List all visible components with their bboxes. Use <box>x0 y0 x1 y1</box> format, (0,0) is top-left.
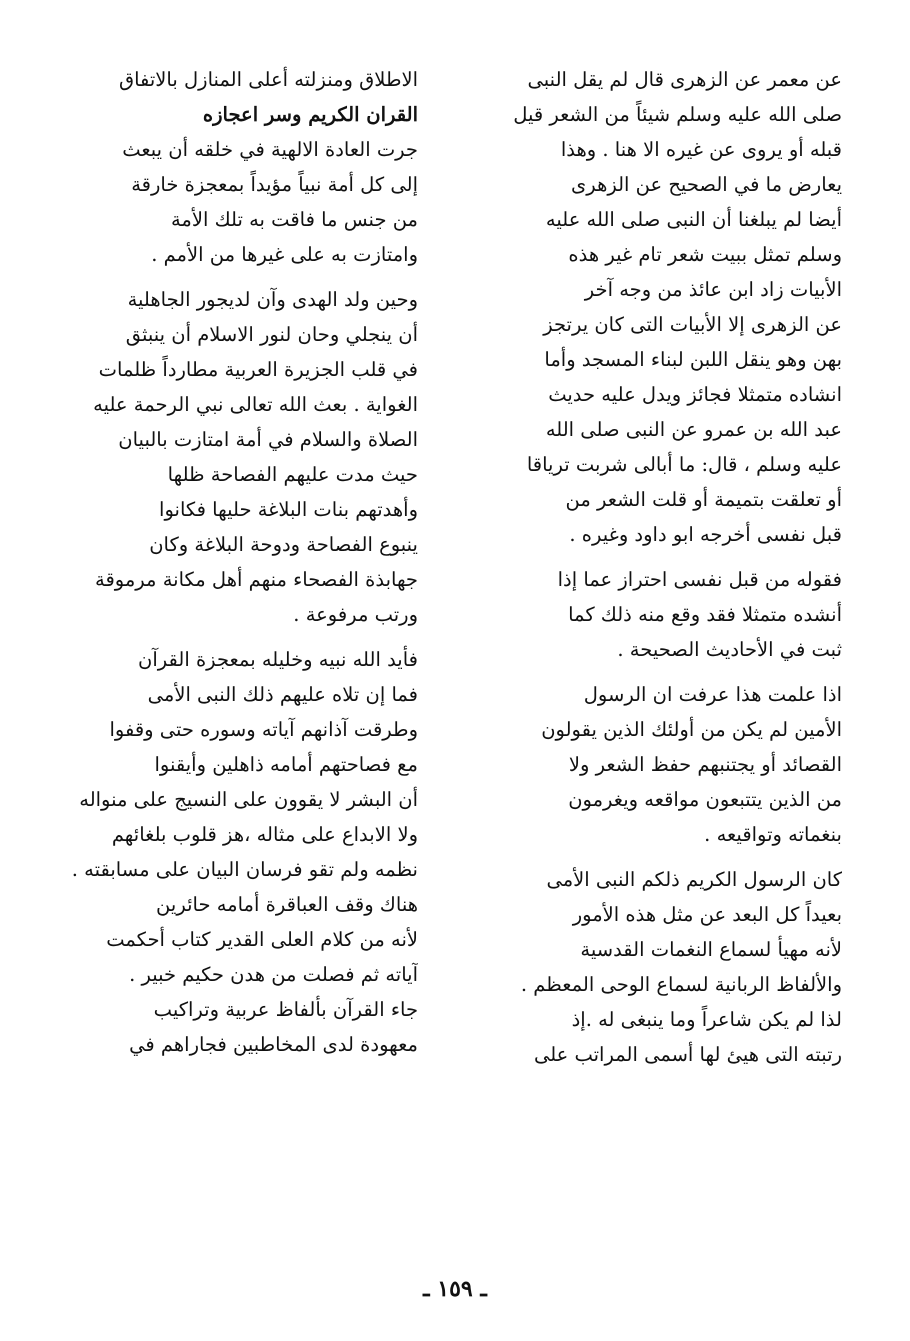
section-heading: القران الكريم وسر اعجازه <box>202 103 418 126</box>
text-line: وأهدتهم بنات البلاغة حليها فكانوا <box>159 498 418 521</box>
text-line: الأمين لم يكن من أولئك الذين يقولون <box>541 718 842 741</box>
text-line: في قلب الجزيرة العربية مطارداً ظلمات <box>98 358 418 381</box>
text-line: معهودة لدى المخاطبين فجاراهم في <box>129 1033 418 1056</box>
text-line: عن الزهرى إلا الأبيات التى كان يرتجز <box>543 313 842 336</box>
text-line: إلى كل أمة نبياً مؤيداً بمعجزة خارقة <box>131 173 418 196</box>
text-line: من جنس ما فاقت به تلك الأمة <box>170 208 418 231</box>
text-line: وسلم تمثل ببيت شعر تام غير هذه <box>568 243 842 266</box>
text-line: وحين ولد الهدى وآن لديجور الجاهلية <box>127 288 418 311</box>
left-column-opening-line: الاطلاق ومنزلته أعلى المنازل بالاتفاق <box>118 68 418 91</box>
text-line: والألفاظ الربانية لسماع الوحى المعظم . <box>520 973 842 996</box>
text-line: لذا لم يكن شاعراً وما ينبغى له .إذ <box>571 1008 842 1031</box>
text-line: لأنه من كلام العلى القدير كتاب أحكمت <box>106 928 418 951</box>
text-line: فقوله من قبل نفسى احتراز عما إذا <box>557 568 842 591</box>
paragraph-gap <box>470 667 842 677</box>
text-line: أو تعلقت بتميمة أو قلت الشعر من <box>565 488 842 511</box>
text-line: من الذين يتتبعون مواقعه ويغرمون <box>568 788 842 811</box>
text-line: فأيد الله نبيه وخليله بمعجزة القرآن <box>138 648 418 671</box>
text-line: عن معمر عن الزهرى قال لم يقل النبى <box>527 68 842 91</box>
text-line: ولا الابداع على مثاله ،هز قلوب بلغائهم <box>111 823 418 846</box>
text-line: قبل نفسى أخرجه ابو داود وغيره . <box>569 523 842 546</box>
text-line: عبد الله بن عمرو عن النبى صلى الله <box>545 418 842 441</box>
text-line: بعيداً كل البعد عن مثل هذه الأمور <box>572 903 842 926</box>
paragraph-gap <box>46 272 418 282</box>
text-line: الغواية . بعث الله تعالى نبي الرحمة عليه <box>93 393 418 416</box>
text-line: آياته ثم فصلت من هدن حكيم خبير . <box>129 963 418 986</box>
text-line: الصلاة والسلام في أمة امتازت بالبيان <box>118 428 418 451</box>
text-line: اذا علمت هذا عرفت ان الرسول <box>583 683 842 706</box>
text-line: نظمه ولم تقو فرسان البيان على مسابقته . <box>71 858 418 881</box>
text-line: بهن وهو ينقل اللبن لبناء المسجد وأما <box>544 348 842 371</box>
text-line: ينبوع الفصاحة ودوحة البلاغة وكان <box>149 533 418 556</box>
text-line: أيضا لم يبلغنا أن النبى صلى الله عليه <box>545 208 842 231</box>
text-line: القصائد أو يجتنبهم حفظ الشعر ولا <box>568 753 842 776</box>
paragraph-gap <box>46 632 418 642</box>
text-line: جرت العادة الالهية في خلقه أن يبعث <box>122 138 418 161</box>
text-line: يعارض ما في الصحيح عن الزهرى <box>571 173 842 196</box>
text-line: انشاده متمثلا فجائز ويدل عليه حديث <box>548 383 842 406</box>
text-line: فما إن تلاه عليهم ذلك النبى الأمى <box>147 683 418 706</box>
text-line: وامتازت به على غيرها من الأمم . <box>151 243 418 266</box>
text-line: صلى الله عليه وسلم شيئاً من الشعر قيل <box>513 103 842 126</box>
text-line: لأنه مهيأ لسماع النغمات القدسية <box>580 938 842 961</box>
page-number: ـ ١٥٩ ـ <box>423 1276 487 1302</box>
text-line: قبله أو يروى عن غيره الا هنا . وهذا <box>560 138 842 161</box>
text-line: هناك وقف العباقرة أمامه حائرين <box>156 893 418 916</box>
text-line: جهابذة الفصحاء منهم أهل مكانة مرموقة <box>95 568 418 591</box>
text-line: عليه وسلم ، قال: ما أبالى شربت ترياقا <box>526 453 842 476</box>
left-column <box>46 62 418 1062</box>
paragraph-gap <box>470 552 842 562</box>
text-line: ورتب مرفوعة . <box>293 603 418 626</box>
text-line: حيث مدت عليهم الفصاحة ظلها <box>167 463 418 486</box>
text-line: جاء القرآن بألفاظ عربية وتراكيب <box>153 998 418 1021</box>
text-line: أن البشر لا يقوون على النسيج على منواله <box>79 788 418 811</box>
text-line: رتبته التى هيئ لها أسمى المراتب على <box>533 1043 842 1066</box>
text-line: الأبيات زاد ابن عائذ من وجه آخر <box>584 278 842 301</box>
text-line: مع فصاحتهم أمامه ذاهلين وأيقنوا <box>154 753 418 776</box>
text-line: أنشده متمثلا فقد وقع منه ذلك كما <box>568 603 842 626</box>
text-line: ثبت في الأحاديث الصحيحة . <box>617 638 842 661</box>
text-line: أن ينجلي وحان لنور الاسلام أن ينبثق <box>125 323 418 346</box>
text-line: كان الرسول الكريم ذلكم النبى الأمى <box>546 868 842 891</box>
paragraph-gap <box>470 852 842 862</box>
text-line: بنغماته وتواقيعه . <box>704 823 842 846</box>
text-line: وطرقت آذانهم آياته وسوره حتى وقفوا <box>109 718 418 741</box>
right-column <box>470 62 842 1072</box>
left-column-body <box>46 132 418 1062</box>
